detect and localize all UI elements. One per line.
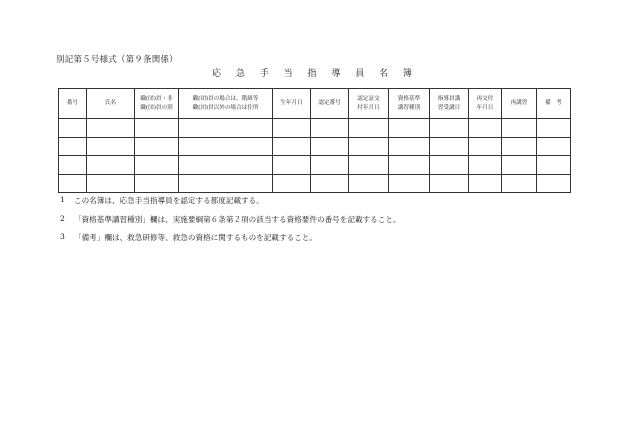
table-row [59,156,571,175]
table-cell [311,174,349,193]
column-header: 職(団)員の場合は、階級等 職(団)員以外の場合は住所 [179,89,273,119]
table-cell [179,156,273,175]
note-item [60,214,401,225]
note-item [60,195,401,206]
table-cell [59,137,87,156]
note-number: 3 [60,232,65,241]
table-cell [179,119,273,138]
table-header-row [59,89,571,119]
table-cell [349,156,389,175]
table-row [59,137,571,156]
document-title: 応 急 手 当 指 導 員 名 簿 [212,69,418,79]
table-cell [311,119,349,138]
table-cell [389,119,430,138]
note-number: 2 [60,213,65,223]
column-header: 再講習 [502,89,537,119]
note-number: 1 [60,195,65,204]
table-cell [179,137,273,156]
table-cell [135,137,179,156]
table-cell [469,137,502,156]
table-cell [430,156,469,175]
table-cell [273,137,311,156]
note-item [60,232,401,243]
table-cell [469,156,502,175]
table-cell [469,119,502,138]
column-header: 番号 [59,89,87,119]
column-header: 再交付 年月日 [469,89,502,119]
table-cell [430,137,469,156]
table-cell [349,137,389,156]
table-cell [389,174,430,193]
notes-section [60,195,401,251]
table-cell [311,156,349,175]
column-header: 認定番号 [311,89,349,119]
table-cell [389,137,430,156]
table-cell [273,119,311,138]
table-cell [59,174,87,193]
column-header: 指導員講 習受講日 [430,89,469,119]
table-cell [273,174,311,193]
table-cell [502,137,537,156]
table-row [59,174,571,193]
table-cell [502,156,537,175]
table-cell [430,119,469,138]
table-cell [87,156,135,175]
table-cell [537,119,571,138]
table-cell [87,119,135,138]
table-cell [502,174,537,193]
table-cell [135,119,179,138]
table-cell [87,174,135,193]
table-cell [469,174,502,193]
table-cell [430,174,469,193]
table-cell [537,156,571,175]
table-cell [349,174,389,193]
register-table [58,88,571,193]
table-cell [135,156,179,175]
column-header: 氏名 [87,89,135,119]
table-cell [135,174,179,193]
column-header: 認定証交 付年月日 [349,89,389,119]
table-cell [273,156,311,175]
table-body [59,119,571,193]
table-cell [179,174,273,193]
table-row [59,119,571,138]
form-label: 別記第５号様式（第９条関係） [56,55,178,65]
column-header: 生年月日 [273,89,311,119]
column-header: 資格基準 講習種別 [389,89,430,119]
table-cell [502,119,537,138]
table-cell [537,174,571,193]
table-cell [537,137,571,156]
column-header: 備 考 [537,89,571,119]
table-cell [349,119,389,138]
column-header: 職(団)員・非 職(団)員の別 [135,89,179,119]
note-text: 「資格基準講習種別」欄は、実施要綱第６条第２項の該当する資格要件の番号を記載すること。 [74,214,401,224]
table-cell [311,137,349,156]
table-cell [87,137,135,156]
note-text: この名簿は、応急手当指導員を認定する都度記載する。 [74,196,264,205]
table-cell [59,156,87,175]
table-cell [389,156,430,175]
table-cell [59,119,87,138]
note-text: 「備考」欄は、救急研修等、救急の資格に関するものを記載すること。 [74,233,317,242]
